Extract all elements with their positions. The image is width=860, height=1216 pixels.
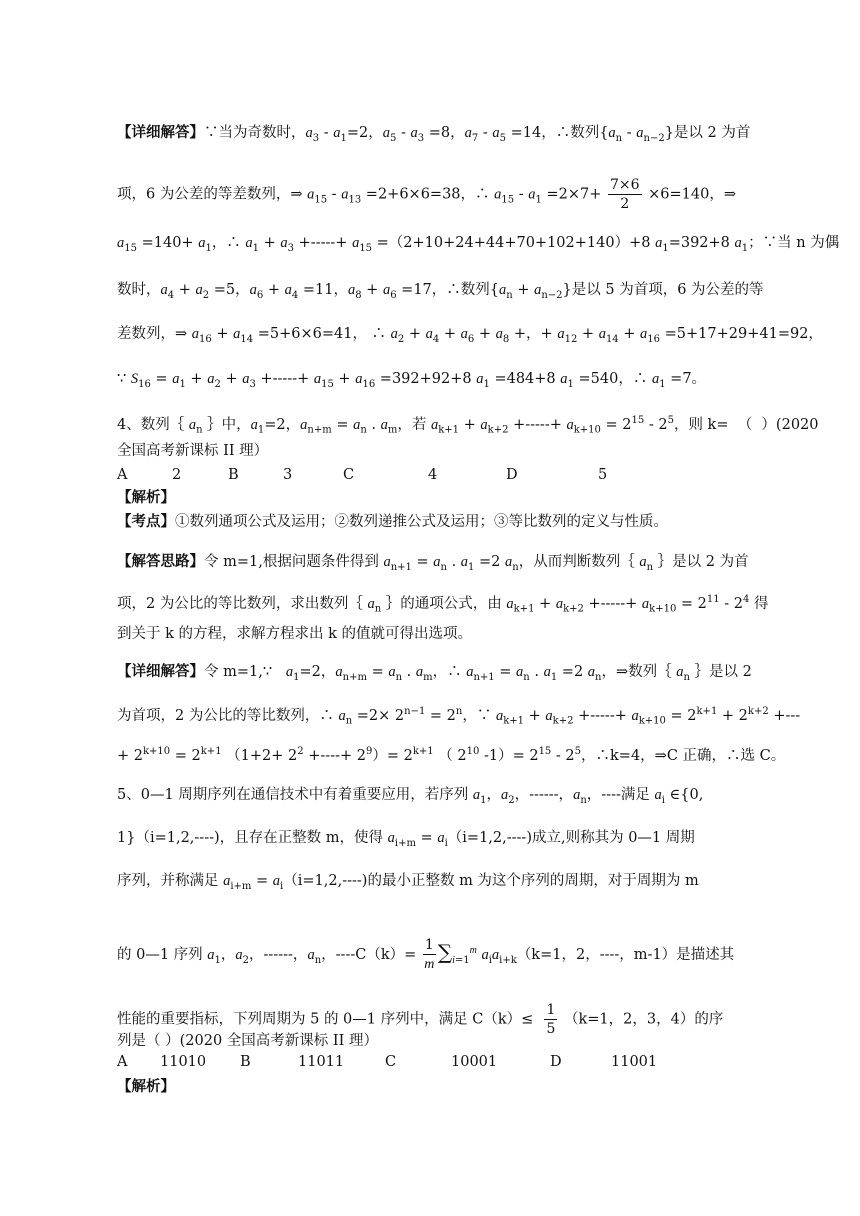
q4-option-c-value: 4 (428, 467, 438, 483)
q5-option-a-value: 11010 (160, 1054, 207, 1070)
question-4-line-1: 4、数列｛ $a_n$ ｝中，$a_1=2$，$a_{n+m} = a_n$ . $a_m$，若 $a_{k+1} + a_{k+2}$ +-----+ $a_{k+10} = 2^{15} - 2^5$，则 k= （ ）(2020 (117, 415, 819, 436)
q5-option-d-value: 11001 (611, 1054, 658, 1070)
solution-idea-line-2: 项，2 为公比的等比数列，求出数列｛ $a_n$ ｝的通项公式，由 $a_{k+1} + a_{k+2}$ +-----+ $a_{k+10} = 2^{11} - 2^4$ 得 (117, 594, 769, 615)
answer-detail-line-5: 差数列，⇒ $a_{16} + a_{14} =5+6\times 6=41$， ∴ $a_2 + a_4 + a_6 + a_8$ +，+ $a_{12} + a_{14} + a_{16} =5+17+29+41=92$， (117, 326, 823, 345)
q4-option-d-value: 5 (598, 467, 608, 483)
q4-option-b-letter: B (228, 467, 239, 483)
q4-option-c-letter: C (343, 467, 355, 483)
answer-detail-line-4: 数时，$a_4 + a_2 =5$，$a_6 + a_4 =11$，$a_8 + a_6 =17$，∴数列$\{a_n + a_{n-2}\}$是以 5 为首项，6 为公差的等 (117, 282, 764, 301)
q5-option-c-value: 10001 (451, 1054, 498, 1070)
analysis-heading-q5: 【解析】 (117, 1078, 175, 1095)
q4-option-b-value: 3 (283, 467, 293, 483)
q4-option-a-letter: A (117, 467, 128, 483)
q5-option-b-value: 11011 (298, 1054, 345, 1070)
q5-option-c-letter: C (385, 1054, 397, 1070)
q4-detail-line-1: 【详细解答】令 m=1,∵ $a_1=2$，$a_{n+m} = a_n$ . $a_m$，∴ $a_{n+1} = a_n$ . $a_1 =2$ $a_n$，⇒数列｛ $a_n$ ｝是以 2 (117, 663, 752, 683)
q4-option-a-value: 2 (172, 467, 182, 483)
answer-detail-line-2: 项，6 为公差的等差数列，⇒ $a_{15} - a_{13} =2+6\times 6=38$，∴ $a_{15} - a_1 =2\times 7+$ $\frac{7\times 6}{2}$ ×6=140，⇒ (117, 177, 737, 212)
question-5-line-5: 性能的重要指标，下列周期为 5 的 0—1 序列中，满足 C（k）≤ $\frac{1}{5}$ （k=1，2，3，4）的序 (117, 1002, 724, 1037)
q5-option-a-letter: A (117, 1054, 128, 1070)
answer-detail-line-3: $a_{15} =140+ a_1$，∴ $a_1 + a_3$ +-----+ $a_{15} =(2+10+24+44+70+102+140)+8$ $a_1=392+8$ $a_1$；∵当 n 为偶 (117, 235, 840, 254)
key-points-line: 【考点】①数列通项公式及运用；②数列递推公式及运用；③等比数列的定义与性质。 (117, 513, 668, 530)
question-5-line-4: 的 0—1 序列 $a_1$，$a_2$，------，$a_n$，----C（k）= $\frac{1}{m}$ $\sum_{i=1}^m$ $a_ia_{i+k}(k=1$，2，----，m-1）是描述其 (117, 937, 735, 972)
answer-detail-line-1: 【详细解答】∵当为奇数时，$a_3 - a_1=2$，$a_5 - a_3 =8$，$a_7 - a_5 =14$，∴数列$\{a_n - a_{n-2}\}$是以 2 为首 (117, 124, 751, 144)
question-5-line-6: 列是（ ）(2020 全国高考新课标 II 理） (117, 1033, 378, 1049)
q4-detail-line-3: + $2^{k+10} = 2^{k+1}$ （$1+2+ 2^2$ +----+ $2^9)= 2^{k+1}$ （ $2^{10}$ $-1)= 2^{15} - 2^5$，∴k=4，⇒C 正确，∴选 C。 (117, 746, 786, 764)
fraction: $\frac{7\times 6}{2}$ (610, 177, 640, 212)
q5-option-d-letter: D (550, 1054, 562, 1070)
question-4-line-2: 全国高考新课标 II 理） (117, 443, 269, 459)
question-5-line-3: 序列，并称满足 $a_{i+m} = a_i(i=1,2,----)$的最小正整数 m 为这个序列的周期，对于周期为 m (117, 873, 699, 892)
q4-detail-line-2: 为首项，2 为公比的等比数列，∴ $a_n =2\times 2^{n-1} = 2^n$，∵ $a_{k+1} + a_{k+2}$ +-----+ $a_{k+10} = 2^{k+1} + 2^{k+2}$ +--- (117, 706, 801, 727)
q5-option-b-letter: B (240, 1054, 251, 1070)
solution-idea-line-3: 到关于 k 的方程，求解方程求出 k 的值就可得出选项。 (117, 626, 473, 642)
answer-detail-line-6: ∵ $S_{16} = a_1 + a_2 + a_3$ +-----+ $a_{15} + a_{16} =392+92+8$ $a_1 =484+8$ $a_1 =540$，∴ $a_1 =7$。 (117, 371, 707, 390)
q4-option-d-letter: D (506, 467, 518, 483)
question-5-line-1: 5、0—1 周期序列在通信技术中有着重要应用，若序列 $a_1$，$a_2$，------，$a_n$，----满足 $a_i$ ∈{0, (117, 787, 704, 806)
analysis-heading-q4: 【解析】 (117, 489, 175, 506)
solution-idea-line-1: 【解答思路】令 m=1,根据问题条件得到 $a_{n+1} = a_n$ . $a_1 =2$ $a_n$，从而判断数列｛ $a_n$ ｝是以 2 为首 (117, 553, 749, 573)
question-5-line-2: 1}（i=1,2,----)，且存在正整数 m，使得 $a_{i+m} = a_i(i=1,2,----)$成立,则称其为 0—1 周期 (117, 830, 695, 849)
